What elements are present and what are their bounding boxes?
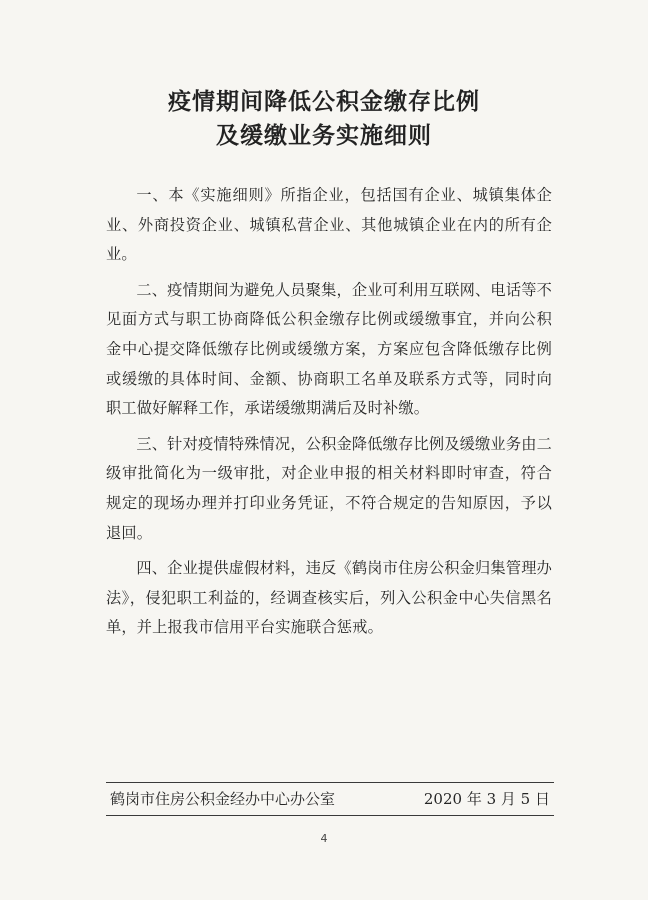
- document-title-line-2: 及缓缴业务实施细则: [216, 122, 432, 149]
- document-body: [106, 181, 552, 649]
- footer-bottom-rule: [106, 815, 554, 816]
- footer-issue-date: 2020 年 3 月 5 日: [423, 790, 550, 808]
- paragraph-1: 一、本《实施细则》所指企业，包括国有企业、城镇集体企业、外商投资企业、城镇私营企业、其他城镇企业在内的所有企业。: [106, 186, 552, 264]
- paragraph-2: 二、疫情期间为避免人员聚集，企业可利用互联网、电话等不见面方式与职工协商降低公积金缴存比例或缓缴事宜，并向公积金中心提交降低缴存比例或缓缴方案，方案应包含降低缴存比例或缓缴的具体时间、金额、协商职工名单及联系方式等，同时向职工做好解释工作，承诺缓缴期满后及时补缴。: [106, 280, 552, 418]
- page-number: 4: [320, 832, 328, 845]
- footer-issuing-office: 鹤岗市住房公积金经办中心办公室: [110, 790, 336, 808]
- document-title-line-1: 疫情期间降低公积金缴存比例: [168, 88, 480, 115]
- paragraph-4: 四、企业提供虚假材料，违反《鹤岗市住房公积金归集管理办法》，侵犯职工利益的，经调查核实后，列入公积金中心失信黑名单，并上报我市信用平台实施联合惩戒。: [106, 559, 552, 637]
- paragraph-3: 三、针对疫情特殊情况，公积金降低缴存比例及缓缴业务由二级审批简化为一级审批，对企业申报的相关材料即时审查，符合规定的现场办理并打印业务凭证，不符合规定的告知原因，予以退回。: [106, 434, 552, 542]
- footer-top-rule: [106, 782, 554, 783]
